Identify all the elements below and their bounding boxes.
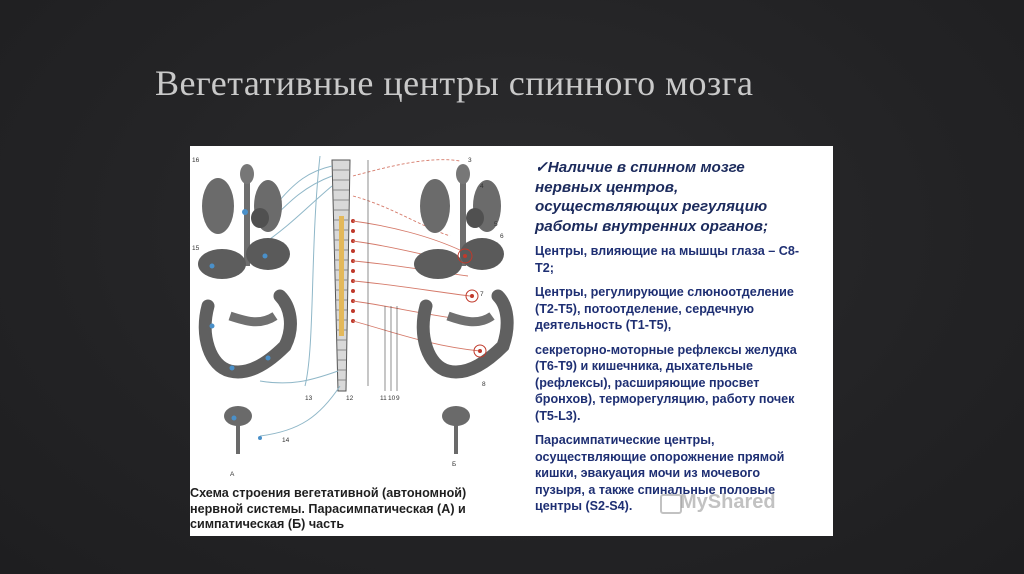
item-line: осуществляющие опорожнение прямой: [535, 449, 785, 464]
item-line: секреторно-моторные рефлексы желудка: [535, 342, 797, 357]
item-line: Парасимпатические центры,: [535, 433, 715, 447]
caption-line: Схема строения вегетативной (автономной): [190, 486, 467, 500]
figure-caption: [190, 486, 520, 533]
label-3: 3: [468, 157, 472, 164]
caption-line: нервной системы. Парасимпатическая (А) и: [190, 501, 466, 516]
sympathetic-organs-figure-b: [414, 164, 507, 454]
parasympathetic-organs-figure-a: [198, 164, 290, 454]
item-line: Центры, регулирующие слюноотделение: [535, 285, 794, 299]
label-10: 10: [388, 395, 396, 402]
item-line: (T2-T5), потоотделение, сердечную: [535, 301, 754, 316]
label-7: 7: [480, 291, 484, 298]
item-line: (T6-T9) и кишечника, дыхательные: [535, 359, 753, 373]
label-5: 5: [494, 221, 498, 228]
item-line: кишки, эвакуация мочи из мочевого: [535, 466, 761, 480]
item-line: T2;: [535, 260, 554, 275]
item-line: бронхов), терморегуляцию, работу почек: [535, 392, 795, 406]
figure-panel: [190, 146, 833, 536]
heading-line: нервных центров,: [535, 178, 679, 196]
label-8: 8: [482, 381, 486, 388]
label-15: 15: [192, 245, 200, 252]
item-line: центры (S2-S4).: [535, 499, 633, 513]
slide-title: Вегетативные центры спинного мозга: [155, 63, 754, 103]
label-11: 11: [380, 395, 387, 402]
watermark-logo-icon: [660, 494, 682, 514]
item-line: пузыря, а также спинальные половые: [535, 482, 776, 497]
heading-line: работы внутренних органов;: [535, 217, 768, 235]
label-13: 13: [305, 395, 313, 402]
label-6: 6: [500, 233, 504, 240]
label-a: А: [230, 471, 235, 478]
label-9: 9: [396, 395, 400, 402]
item-eye-muscles: [535, 243, 830, 276]
centers-description: [535, 158, 830, 523]
heading-line: осуществляющих регуляцию: [535, 198, 768, 215]
caption-line: симпатическая (Б) часть: [190, 517, 345, 531]
label-14: 14: [282, 437, 290, 444]
item-salivation: [535, 284, 830, 334]
autonomic-nervous-system-diagram: [190, 146, 530, 486]
item-secretory-motor: [535, 342, 830, 425]
item-line: (T5-L3).: [535, 408, 581, 423]
label-b: Б: [452, 461, 457, 468]
label-4: 4: [480, 183, 484, 190]
heading-checkmark-item: [535, 158, 830, 236]
item-line: (рефлексы), расширяющие просвет: [535, 375, 760, 390]
item-line: Центры, влияющие на мышцы глаза – C8-: [535, 244, 800, 258]
label-16: 16: [192, 157, 200, 164]
watermark: MyShared: [680, 491, 776, 513]
item-line: деятельность (T1-T5),: [535, 318, 672, 332]
spinal-cord: [332, 160, 355, 391]
label-12: 12: [346, 395, 354, 402]
heading-line: ✓Наличие в спинном мозге: [535, 159, 745, 176]
